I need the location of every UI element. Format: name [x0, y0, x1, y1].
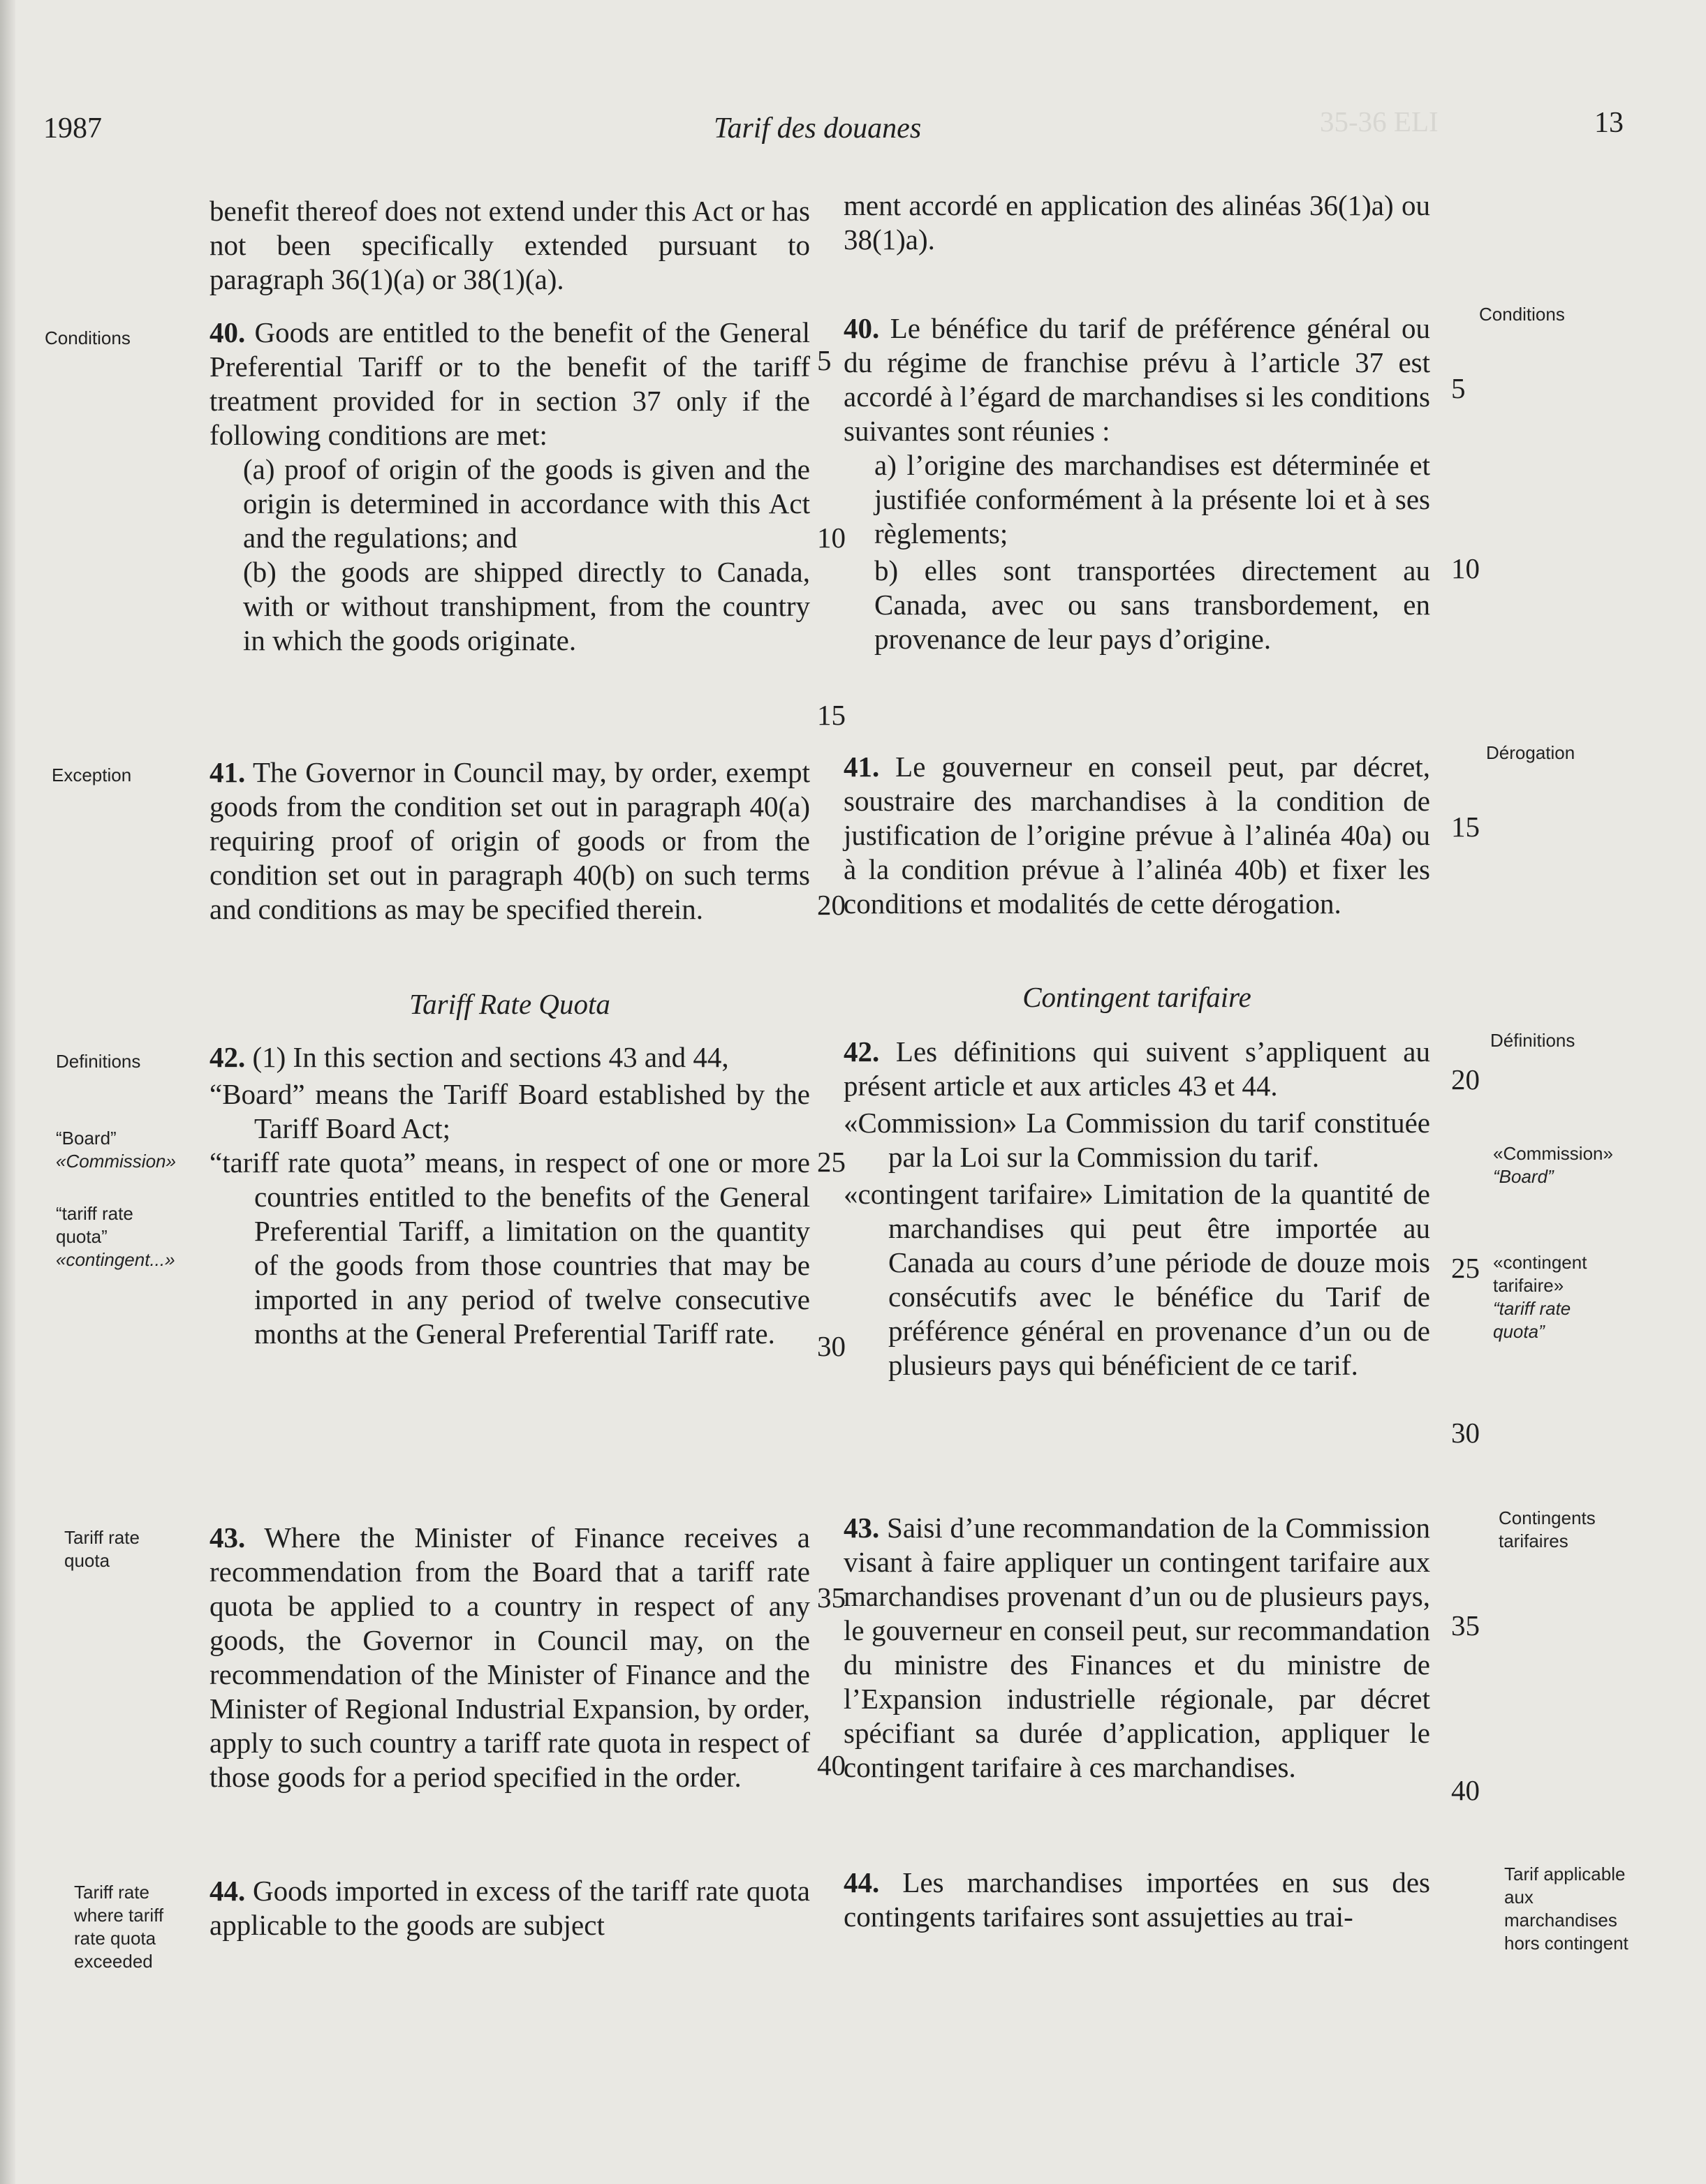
- en-line-number: 15: [817, 699, 846, 731]
- page-binding-edge: [0, 0, 15, 2184]
- en-line-number: 25: [817, 1146, 846, 1178]
- en-s41-number: 41.: [209, 756, 246, 788]
- margin-note-tarif-applicable: Tarif applicable aux marchandises hors contingent: [1504, 1864, 1628, 1954]
- bleed-through: 35-36 ELI: [1320, 105, 1439, 138]
- en-section-43: [209, 1521, 810, 1794]
- en-line-number: 20: [817, 889, 846, 921]
- fr-section-43: [844, 1511, 1430, 1785]
- fr-line-number: 25: [1451, 1252, 1480, 1284]
- en-heading-tariff-rate-quota: Tariff Rate Quota: [409, 988, 610, 1020]
- page-number: 13: [1594, 107, 1624, 139]
- en-s43-number: 43.: [209, 1521, 246, 1554]
- fr-s40-a: a) l’origine des marchandises est déterminée et justifiée conformément à la présente loi et à ses règlements;: [874, 449, 1430, 549]
- en-section-42: [209, 1040, 810, 1351]
- margin-note-commission-en: “Board”: [1493, 1166, 1554, 1187]
- fr-section-42: [844, 1035, 1430, 1382]
- margin-note-board-en: “Board”: [56, 1128, 117, 1149]
- fr-s41-number: 41.: [844, 751, 880, 783]
- en-line-number: 10: [817, 522, 846, 554]
- fr-s40-b: b) elles sont transportées directement au Canada, avec ou sans transbordement, en provenance de leur pays d’origine.: [874, 554, 1430, 655]
- fr-section-41: [844, 750, 1430, 921]
- fr-line-number: 15: [1451, 811, 1480, 843]
- fr-section-44: [844, 1866, 1430, 1934]
- en-section-41: [209, 755, 810, 927]
- header-year: 1987: [43, 112, 102, 145]
- fr-s42-number: 42.: [844, 1035, 880, 1068]
- margin-note-tariff-rate-quota: Tariff rate quota: [64, 1527, 140, 1571]
- fr-line-number: 5: [1451, 372, 1466, 404]
- en-carryover: benefit thereof does not extend under this Act or has not been specifically extended pursuant to paragraph 36(1)(a) or 38(1)(a).: [209, 195, 810, 295]
- en-line-number: 5: [817, 344, 832, 376]
- margin-note-commission: [1493, 1142, 1668, 1188]
- en-s44-number: 44.: [209, 1875, 246, 1907]
- en-s40-number: 40.: [209, 316, 246, 348]
- margin-note-quota-exceeded: Tariff rate where tariff rate quota exceeded: [74, 1882, 164, 1972]
- fr-s43-text: Saisi d’une recommandation de la Commission visant à faire appliquer un contingent tarifaire aux marchandises provenant d’un ou de plusieurs pays, le gouverneur en conseil peut, sur recommandation du ministre des Finances et du ministre de l’Expansion industrielle régionale, par décret spécifiant sa durée d’application, appliquer le contingent tarifaire à ces marchandises.: [844, 1512, 1430, 1783]
- fr-line-number: 20: [1451, 1063, 1480, 1095]
- margin-note-conditions: Conditions: [45, 327, 131, 348]
- margin-note-exception: Exception: [52, 765, 132, 785]
- en-s41-text: The Governor in Council may, by order, exempt goods from the condition set out in paragraph 40(a) requiring proof of origin of goods or from the condition set out in paragraph 40(b) on such terms and conditions as may be specified therein.: [209, 756, 811, 925]
- fr-section-40: [844, 311, 1430, 656]
- en-line-number: 40: [817, 1749, 846, 1781]
- en-s40-a: (a) proof of origin of the goods is given and the origin is determined in accordance with this Act and the regulations; and: [243, 453, 810, 554]
- margin-note-board-fr: «Commission»: [56, 1151, 176, 1172]
- en-s40-text: Goods are entitled to the benefit of the General Preferential Tariff or to the benefit of the tariff treatment provided for in section 37 only if the following conditions are met:: [209, 316, 811, 451]
- margin-note-derogation: Dérogation: [1486, 742, 1575, 763]
- margin-note-contingents-tarifaires: Contingents tarifaires: [1499, 1507, 1596, 1551]
- en-def-board: “Board” means the Tariff Board established by the Tariff Board Act;: [209, 1078, 810, 1144]
- en-def-tariff-rate-quota: “tariff rate quota” means, in respect of one or more countries entitled to the benefits of the General Preferential Tariff, a limitation on the quantity of the goods from those countries that may be imported in any period of twelve consecutive months at the General Preferential Tariff rate.: [209, 1146, 810, 1350]
- fr-s41-text: Le gouverneur en conseil peut, par décret, soustraire des marchandises à la condition de justification de l’origine prévue à l’alinéa 40a) ou à la condition prévue à l’alinéa 40b) et fixer les conditions et modalités de cette dérogation.: [844, 751, 1431, 920]
- fr-def-contingent-tarifaire: «contingent tarifaire» Limitation de la quantité de marchandises qui peut être importée au Canada au cours d’une période de douze mois consécutifs avec le bénéfice du Tarif de préférence général en provenance d’un ou de plusieurs pays qui bénéficient de ce tarif.: [844, 1178, 1430, 1381]
- en-s44-text: Goods imported in excess of the tariff rate quota applicable to the goods are subject: [209, 1875, 810, 1941]
- en-line-number: 30: [817, 1330, 846, 1362]
- fr-line-number: 35: [1451, 1609, 1480, 1641]
- fr-heading-contingent-tarifaire: Contingent tarifaire: [1022, 981, 1251, 1013]
- margin-note-definitions: Definitions: [56, 1051, 141, 1072]
- en-s43-text: Where the Minister of Finance receives a recommendation from the Board that a tariff rate quota be applied to a country in respect of any goods, the Governor in Council may, on the recommendation of the Minister of Finance and the Minister of Regional Industrial Expansion, by order, apply to such country a tariff rate quota in respect of those goods for a period specified in the order.: [209, 1521, 810, 1793]
- fr-line-number: 10: [1451, 552, 1480, 584]
- fr-s43-number: 43.: [844, 1512, 880, 1544]
- fr-s40-text: Le bénéfice du tarif de préférence général ou du régime de franchise prévu à l’article 37 est accordé à l’égard de marchandises si les conditions suivantes sont réunies :: [844, 312, 1430, 447]
- fr-s44-number: 44.: [844, 1866, 880, 1898]
- fr-line-number: 40: [1451, 1774, 1480, 1806]
- fr-def-commission: «Commission» La Commission du tarif constituée par la Loi sur la Commission du tarif.: [844, 1107, 1430, 1173]
- en-s42-text: (1) In this section and sections 43 and 44,: [252, 1041, 729, 1073]
- fr-s42-text: Les définitions qui suivent s’appliquent au présent article et aux articles 43 et 44.: [844, 1035, 1431, 1102]
- margin-note-contingent-en: “tariff rate quota”: [1493, 1298, 1571, 1342]
- margin-note-board: [56, 1127, 209, 1173]
- fr-carryover: ment accordé en application des alinéas 36(1)a) ou 38(1)a).: [844, 189, 1430, 256]
- en-section-40: [209, 316, 810, 658]
- fr-s44-text: Les marchandises importées en sus des contingents tarifaires sont assujetties au trai-: [844, 1866, 1431, 1933]
- margin-note-commission-fr: «Commission»: [1493, 1143, 1613, 1164]
- en-section-44: [209, 1874, 810, 1942]
- margin-note-contingent-fr: «contingent tarifaire»: [1493, 1252, 1587, 1296]
- en-line-number: 35: [817, 1581, 846, 1614]
- en-s42-number: 42.: [209, 1041, 246, 1073]
- margin-note-tariff-rate-quota-def: [56, 1202, 175, 1271]
- margin-note-definitions-fr: Définitions: [1490, 1030, 1575, 1051]
- en-s40-b: (b) the goods are shipped directly to Canada, with or without transhipment, from the country in which the goods originate.: [243, 556, 810, 656]
- margin-note-conditions-fr: Conditions: [1479, 304, 1565, 325]
- header-title: Tarif des douanes: [714, 112, 922, 145]
- margin-note-quota-fr: «contingent...»: [56, 1249, 175, 1270]
- fr-s40-number: 40.: [844, 312, 880, 344]
- margin-note-quota-en: “tariff rate quota”: [56, 1203, 133, 1247]
- margin-note-contingent: [1493, 1251, 1605, 1343]
- fr-line-number: 30: [1451, 1417, 1480, 1449]
